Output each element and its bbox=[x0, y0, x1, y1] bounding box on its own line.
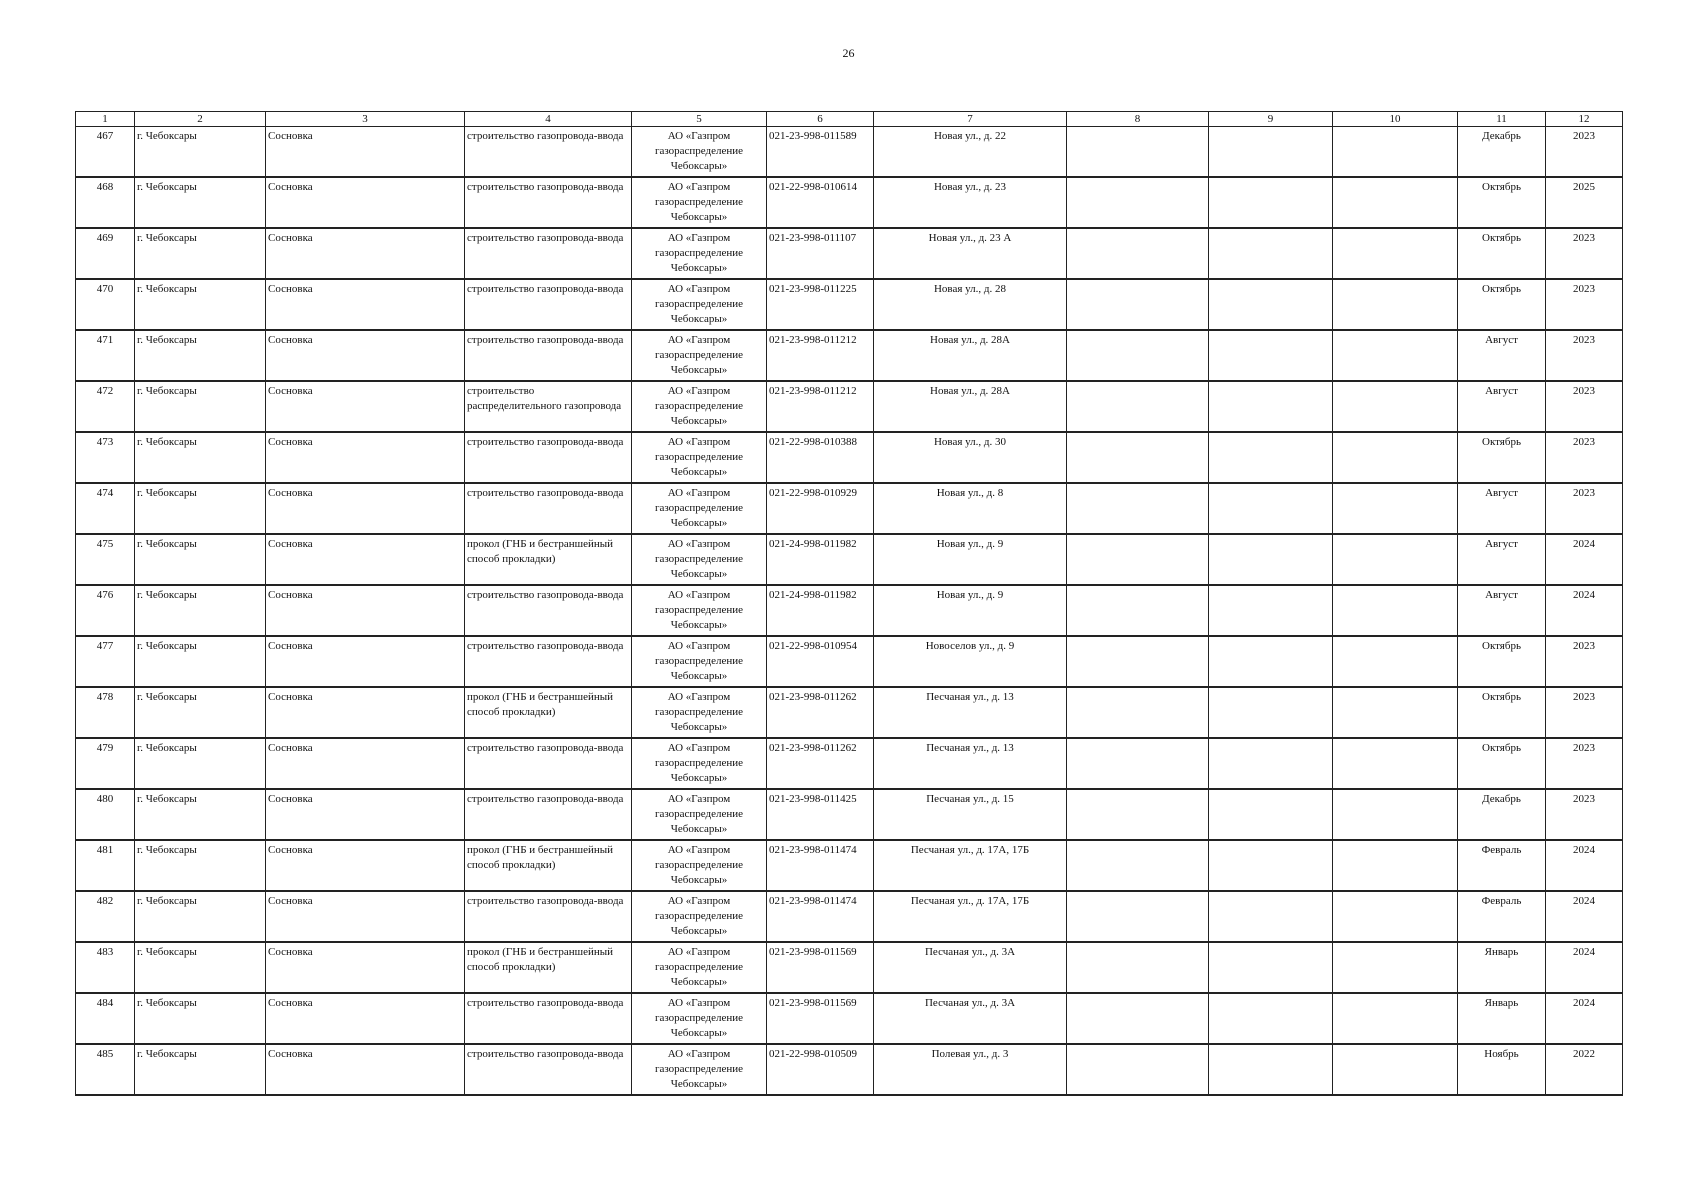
organization-cell: АО «Газпром газораспределение Чебоксары» bbox=[632, 432, 767, 483]
city-cell: г. Чебоксары bbox=[135, 687, 266, 738]
district-cell: Сосновка bbox=[266, 687, 465, 738]
application-code-cell: 021-23-998-011262 bbox=[767, 687, 874, 738]
application-code-cell: 021-23-998-011474 bbox=[767, 891, 874, 942]
column-8-cell bbox=[1067, 942, 1209, 993]
district-cell: Сосновка bbox=[266, 738, 465, 789]
table-row bbox=[76, 738, 1623, 789]
column-10-cell bbox=[1333, 789, 1458, 840]
row-number: 475 bbox=[76, 534, 135, 585]
district-cell: Сосновка bbox=[266, 1044, 465, 1095]
address-cell: Песчаная ул., д. 3А bbox=[874, 942, 1067, 993]
month-cell: Август bbox=[1458, 483, 1546, 534]
organization-cell: АО «Газпром газораспределение Чебоксары» bbox=[632, 891, 767, 942]
column-header-5: 5 bbox=[632, 112, 767, 127]
column-9-cell bbox=[1209, 942, 1333, 993]
table-row bbox=[76, 687, 1623, 738]
district-cell: Сосновка bbox=[266, 636, 465, 687]
city-cell: г. Чебоксары bbox=[135, 942, 266, 993]
organization-cell: АО «Газпром газораспределение Чебоксары» bbox=[632, 840, 767, 891]
month-cell: Октябрь bbox=[1458, 687, 1546, 738]
month-cell: Октябрь bbox=[1458, 177, 1546, 228]
column-header-12: 12 bbox=[1546, 112, 1623, 127]
application-code-cell: 021-23-998-011589 bbox=[767, 127, 874, 178]
city-cell: г. Чебоксары bbox=[135, 381, 266, 432]
column-9-cell bbox=[1209, 1044, 1333, 1095]
column-8-cell bbox=[1067, 789, 1209, 840]
column-10-cell bbox=[1333, 279, 1458, 330]
city-cell: г. Чебоксары bbox=[135, 738, 266, 789]
column-header-6: 6 bbox=[767, 112, 874, 127]
work-type-cell: прокол (ГНБ и бестраншейный способ прокладки) bbox=[465, 942, 632, 993]
row-number: 482 bbox=[76, 891, 135, 942]
column-9-cell bbox=[1209, 840, 1333, 891]
column-9-cell bbox=[1209, 993, 1333, 1044]
column-10-cell bbox=[1333, 636, 1458, 687]
month-cell: Октябрь bbox=[1458, 279, 1546, 330]
table-row bbox=[76, 585, 1623, 636]
application-code-cell: 021-22-998-010388 bbox=[767, 432, 874, 483]
address-cell: Новая ул., д. 28 bbox=[874, 279, 1067, 330]
address-cell: Песчаная ул., д. 13 bbox=[874, 738, 1067, 789]
district-cell: Сосновка bbox=[266, 840, 465, 891]
column-9-cell bbox=[1209, 381, 1333, 432]
row-number: 468 bbox=[76, 177, 135, 228]
organization-cell: АО «Газпром газораспределение Чебоксары» bbox=[632, 942, 767, 993]
organization-cell: АО «Газпром газораспределение Чебоксары» bbox=[632, 993, 767, 1044]
table-row bbox=[76, 1044, 1623, 1095]
table-body bbox=[76, 127, 1623, 1096]
address-cell: Новая ул., д. 8 bbox=[874, 483, 1067, 534]
column-header-2: 2 bbox=[135, 112, 266, 127]
district-cell: Сосновка bbox=[266, 942, 465, 993]
city-cell: г. Чебоксары bbox=[135, 432, 266, 483]
application-code-cell: 021-23-998-011569 bbox=[767, 942, 874, 993]
year-cell: 2023 bbox=[1546, 483, 1623, 534]
year-cell: 2025 bbox=[1546, 177, 1623, 228]
registry-table bbox=[75, 111, 1623, 1096]
organization-cell: АО «Газпром газораспределение Чебоксары» bbox=[632, 330, 767, 381]
table-row bbox=[76, 381, 1623, 432]
column-10-cell bbox=[1333, 891, 1458, 942]
application-code-cell: 021-22-998-010614 bbox=[767, 177, 874, 228]
application-code-cell: 021-23-998-011225 bbox=[767, 279, 874, 330]
city-cell: г. Чебоксары bbox=[135, 585, 266, 636]
year-cell: 2023 bbox=[1546, 738, 1623, 789]
row-number: 481 bbox=[76, 840, 135, 891]
table-header bbox=[76, 112, 1623, 127]
work-type-cell: строительство газопровода-ввода bbox=[465, 483, 632, 534]
address-cell: Новая ул., д. 9 bbox=[874, 534, 1067, 585]
district-cell: Сосновка bbox=[266, 789, 465, 840]
month-cell: Февраль bbox=[1458, 891, 1546, 942]
address-cell: Новая ул., д. 23 bbox=[874, 177, 1067, 228]
column-9-cell bbox=[1209, 687, 1333, 738]
district-cell: Сосновка bbox=[266, 279, 465, 330]
address-cell: Песчаная ул., д. 17А, 17Б bbox=[874, 891, 1067, 942]
district-cell: Сосновка bbox=[266, 330, 465, 381]
column-10-cell bbox=[1333, 738, 1458, 789]
column-9-cell bbox=[1209, 330, 1333, 381]
column-10-cell bbox=[1333, 840, 1458, 891]
column-9-cell bbox=[1209, 483, 1333, 534]
row-number: 483 bbox=[76, 942, 135, 993]
city-cell: г. Чебоксары bbox=[135, 840, 266, 891]
city-cell: г. Чебоксары bbox=[135, 279, 266, 330]
application-code-cell: 021-23-998-011107 bbox=[767, 228, 874, 279]
column-8-cell bbox=[1067, 1044, 1209, 1095]
column-9-cell bbox=[1209, 432, 1333, 483]
month-cell: Октябрь bbox=[1458, 228, 1546, 279]
application-code-cell: 021-23-998-011212 bbox=[767, 330, 874, 381]
table-row bbox=[76, 228, 1623, 279]
month-cell: Декабрь bbox=[1458, 789, 1546, 840]
column-9-cell bbox=[1209, 279, 1333, 330]
work-type-cell: строительство газопровода-ввода bbox=[465, 1044, 632, 1095]
row-number: 470 bbox=[76, 279, 135, 330]
work-type-cell: строительство газопровода-ввода bbox=[465, 585, 632, 636]
work-type-cell: строительство газопровода-ввода bbox=[465, 279, 632, 330]
address-cell: Песчаная ул., д. 15 bbox=[874, 789, 1067, 840]
table-row bbox=[76, 534, 1623, 585]
header-row bbox=[76, 112, 1623, 127]
column-8-cell bbox=[1067, 891, 1209, 942]
application-code-cell: 021-23-998-011569 bbox=[767, 993, 874, 1044]
work-type-cell: строительство газопровода-ввода bbox=[465, 330, 632, 381]
address-cell: Новоселов ул., д. 9 bbox=[874, 636, 1067, 687]
year-cell: 2024 bbox=[1546, 840, 1623, 891]
column-9-cell bbox=[1209, 534, 1333, 585]
column-header-8: 8 bbox=[1067, 112, 1209, 127]
column-9-cell bbox=[1209, 636, 1333, 687]
application-code-cell: 021-22-998-010509 bbox=[767, 1044, 874, 1095]
work-type-cell: строительство газопровода-ввода bbox=[465, 993, 632, 1044]
row-number: 477 bbox=[76, 636, 135, 687]
column-10-cell bbox=[1333, 1044, 1458, 1095]
row-number: 478 bbox=[76, 687, 135, 738]
column-10-cell bbox=[1333, 483, 1458, 534]
column-10-cell bbox=[1333, 585, 1458, 636]
column-10-cell bbox=[1333, 993, 1458, 1044]
year-cell: 2023 bbox=[1546, 636, 1623, 687]
district-cell: Сосновка bbox=[266, 483, 465, 534]
organization-cell: АО «Газпром газораспределение Чебоксары» bbox=[632, 228, 767, 279]
work-type-cell: строительство газопровода-ввода bbox=[465, 228, 632, 279]
year-cell: 2023 bbox=[1546, 228, 1623, 279]
column-9-cell bbox=[1209, 738, 1333, 789]
year-cell: 2023 bbox=[1546, 381, 1623, 432]
year-cell: 2023 bbox=[1546, 279, 1623, 330]
month-cell: Январь bbox=[1458, 942, 1546, 993]
organization-cell: АО «Газпром газораспределение Чебоксары» bbox=[632, 585, 767, 636]
year-cell: 2023 bbox=[1546, 127, 1623, 178]
month-cell: Октябрь bbox=[1458, 432, 1546, 483]
column-8-cell bbox=[1067, 534, 1209, 585]
work-type-cell: строительство газопровода-ввода bbox=[465, 738, 632, 789]
month-cell: Февраль bbox=[1458, 840, 1546, 891]
city-cell: г. Чебоксары bbox=[135, 891, 266, 942]
work-type-cell: строительство газопровода-ввода bbox=[465, 789, 632, 840]
work-type-cell: прокол (ГНБ и бестраншейный способ прокладки) bbox=[465, 687, 632, 738]
address-cell: Новая ул., д. 30 bbox=[874, 432, 1067, 483]
year-cell: 2023 bbox=[1546, 432, 1623, 483]
work-type-cell: строительство газопровода-ввода bbox=[465, 891, 632, 942]
work-type-cell: строительство газопровода-ввода bbox=[465, 177, 632, 228]
column-header-7: 7 bbox=[874, 112, 1067, 127]
city-cell: г. Чебоксары bbox=[135, 330, 266, 381]
row-number: 480 bbox=[76, 789, 135, 840]
column-8-cell bbox=[1067, 330, 1209, 381]
month-cell: Август bbox=[1458, 330, 1546, 381]
column-10-cell bbox=[1333, 534, 1458, 585]
application-code-cell: 021-23-998-011262 bbox=[767, 738, 874, 789]
month-cell: Ноябрь bbox=[1458, 1044, 1546, 1095]
column-10-cell bbox=[1333, 687, 1458, 738]
city-cell: г. Чебоксары bbox=[135, 789, 266, 840]
city-cell: г. Чебоксары bbox=[135, 534, 266, 585]
work-type-cell: строительство газопровода-ввода bbox=[465, 636, 632, 687]
application-code-cell: 021-24-998-011982 bbox=[767, 585, 874, 636]
column-9-cell bbox=[1209, 891, 1333, 942]
organization-cell: АО «Газпром газораспределение Чебоксары» bbox=[632, 177, 767, 228]
month-cell: Январь bbox=[1458, 993, 1546, 1044]
year-cell: 2024 bbox=[1546, 993, 1623, 1044]
city-cell: г. Чебоксары bbox=[135, 1044, 266, 1095]
column-8-cell bbox=[1067, 993, 1209, 1044]
district-cell: Сосновка bbox=[266, 228, 465, 279]
table-row bbox=[76, 636, 1623, 687]
column-header-3: 3 bbox=[266, 112, 465, 127]
table-row bbox=[76, 279, 1623, 330]
organization-cell: АО «Газпром газораспределение Чебоксары» bbox=[632, 687, 767, 738]
city-cell: г. Чебоксары bbox=[135, 127, 266, 178]
district-cell: Сосновка bbox=[266, 585, 465, 636]
column-8-cell bbox=[1067, 738, 1209, 789]
row-number: 471 bbox=[76, 330, 135, 381]
organization-cell: АО «Газпром газораспределение Чебоксары» bbox=[632, 534, 767, 585]
organization-cell: АО «Газпром газораспределение Чебоксары» bbox=[632, 738, 767, 789]
column-8-cell bbox=[1067, 687, 1209, 738]
address-cell: Новая ул., д. 23 А bbox=[874, 228, 1067, 279]
organization-cell: АО «Газпром газораспределение Чебоксары» bbox=[632, 636, 767, 687]
organization-cell: АО «Газпром газораспределение Чебоксары» bbox=[632, 127, 767, 178]
row-number: 485 bbox=[76, 1044, 135, 1095]
organization-cell: АО «Газпром газораспределение Чебоксары» bbox=[632, 483, 767, 534]
column-8-cell bbox=[1067, 381, 1209, 432]
application-code-cell: 021-22-998-010929 bbox=[767, 483, 874, 534]
page-number: 26 bbox=[842, 46, 855, 60]
row-number: 479 bbox=[76, 738, 135, 789]
district-cell: Сосновка bbox=[266, 381, 465, 432]
address-cell: Полевая ул., д. 3 bbox=[874, 1044, 1067, 1095]
year-cell: 2023 bbox=[1546, 789, 1623, 840]
table-row bbox=[76, 993, 1623, 1044]
work-type-cell: прокол (ГНБ и бестраншейный способ прокладки) bbox=[465, 840, 632, 891]
address-cell: Новая ул., д. 9 bbox=[874, 585, 1067, 636]
column-header-10: 10 bbox=[1333, 112, 1458, 127]
row-number: 473 bbox=[76, 432, 135, 483]
table-row bbox=[76, 432, 1623, 483]
year-cell: 2022 bbox=[1546, 1044, 1623, 1095]
column-10-cell bbox=[1333, 177, 1458, 228]
column-10-cell bbox=[1333, 942, 1458, 993]
table-row bbox=[76, 942, 1623, 993]
column-header-11: 11 bbox=[1458, 112, 1546, 127]
address-cell: Песчаная ул., д. 13 bbox=[874, 687, 1067, 738]
row-number: 474 bbox=[76, 483, 135, 534]
row-number: 484 bbox=[76, 993, 135, 1044]
work-type-cell: строительство газопровода-ввода bbox=[465, 127, 632, 178]
table-row bbox=[76, 127, 1623, 178]
month-cell: Август bbox=[1458, 381, 1546, 432]
organization-cell: АО «Газпром газораспределение Чебоксары» bbox=[632, 789, 767, 840]
district-cell: Сосновка bbox=[266, 993, 465, 1044]
column-9-cell bbox=[1209, 127, 1333, 178]
table-row bbox=[76, 891, 1623, 942]
year-cell: 2024 bbox=[1546, 585, 1623, 636]
address-cell: Новая ул., д. 22 bbox=[874, 127, 1067, 178]
application-code-cell: 021-23-998-011212 bbox=[767, 381, 874, 432]
work-type-cell: строительство газопровода-ввода bbox=[465, 432, 632, 483]
column-header-9: 9 bbox=[1209, 112, 1333, 127]
column-9-cell bbox=[1209, 177, 1333, 228]
address-cell: Песчаная ул., д. 17А, 17Б bbox=[874, 840, 1067, 891]
address-cell: Новая ул., д. 28А bbox=[874, 330, 1067, 381]
column-8-cell bbox=[1067, 483, 1209, 534]
city-cell: г. Чебоксары bbox=[135, 228, 266, 279]
month-cell: Октябрь bbox=[1458, 738, 1546, 789]
column-9-cell bbox=[1209, 228, 1333, 279]
column-8-cell bbox=[1067, 585, 1209, 636]
table-row bbox=[76, 177, 1623, 228]
column-8-cell bbox=[1067, 228, 1209, 279]
address-cell: Песчаная ул., д. 3А bbox=[874, 993, 1067, 1044]
column-8-cell bbox=[1067, 840, 1209, 891]
district-cell: Сосновка bbox=[266, 534, 465, 585]
column-10-cell bbox=[1333, 381, 1458, 432]
address-cell: Новая ул., д. 28А bbox=[874, 381, 1067, 432]
city-cell: г. Чебоксары bbox=[135, 636, 266, 687]
year-cell: 2023 bbox=[1546, 687, 1623, 738]
column-10-cell bbox=[1333, 330, 1458, 381]
year-cell: 2024 bbox=[1546, 534, 1623, 585]
column-10-cell bbox=[1333, 228, 1458, 279]
column-header-1: 1 bbox=[76, 112, 135, 127]
organization-cell: АО «Газпром газораспределение Чебоксары» bbox=[632, 381, 767, 432]
month-cell: Октябрь bbox=[1458, 636, 1546, 687]
row-number: 467 bbox=[76, 127, 135, 178]
year-cell: 2024 bbox=[1546, 891, 1623, 942]
table-row bbox=[76, 789, 1623, 840]
column-8-cell bbox=[1067, 279, 1209, 330]
district-cell: Сосновка bbox=[266, 127, 465, 178]
row-number: 476 bbox=[76, 585, 135, 636]
work-type-cell: строительство распределительного газопровода bbox=[465, 381, 632, 432]
column-9-cell bbox=[1209, 789, 1333, 840]
year-cell: 2024 bbox=[1546, 942, 1623, 993]
application-code-cell: 021-22-998-010954 bbox=[767, 636, 874, 687]
district-cell: Сосновка bbox=[266, 891, 465, 942]
table-row bbox=[76, 330, 1623, 381]
application-code-cell: 021-24-998-011982 bbox=[767, 534, 874, 585]
organization-cell: АО «Газпром газораспределение Чебоксары» bbox=[632, 279, 767, 330]
column-8-cell bbox=[1067, 432, 1209, 483]
column-header-4: 4 bbox=[465, 112, 632, 127]
column-10-cell bbox=[1333, 127, 1458, 178]
year-cell: 2023 bbox=[1546, 330, 1623, 381]
month-cell: Август bbox=[1458, 585, 1546, 636]
application-code-cell: 021-23-998-011474 bbox=[767, 840, 874, 891]
city-cell: г. Чебоксары bbox=[135, 177, 266, 228]
column-8-cell bbox=[1067, 636, 1209, 687]
month-cell: Декабрь bbox=[1458, 127, 1546, 178]
column-8-cell bbox=[1067, 177, 1209, 228]
column-9-cell bbox=[1209, 585, 1333, 636]
district-cell: Сосновка bbox=[266, 432, 465, 483]
application-code-cell: 021-23-998-011425 bbox=[767, 789, 874, 840]
month-cell: Август bbox=[1458, 534, 1546, 585]
row-number: 472 bbox=[76, 381, 135, 432]
table-row bbox=[76, 840, 1623, 891]
table-row bbox=[76, 483, 1623, 534]
column-10-cell bbox=[1333, 432, 1458, 483]
district-cell: Сосновка bbox=[266, 177, 465, 228]
city-cell: г. Чебоксары bbox=[135, 993, 266, 1044]
row-number: 469 bbox=[76, 228, 135, 279]
column-8-cell bbox=[1067, 127, 1209, 178]
city-cell: г. Чебоксары bbox=[135, 483, 266, 534]
organization-cell: АО «Газпром газораспределение Чебоксары» bbox=[632, 1044, 767, 1095]
work-type-cell: прокол (ГНБ и бестраншейный способ прокладки) bbox=[465, 534, 632, 585]
